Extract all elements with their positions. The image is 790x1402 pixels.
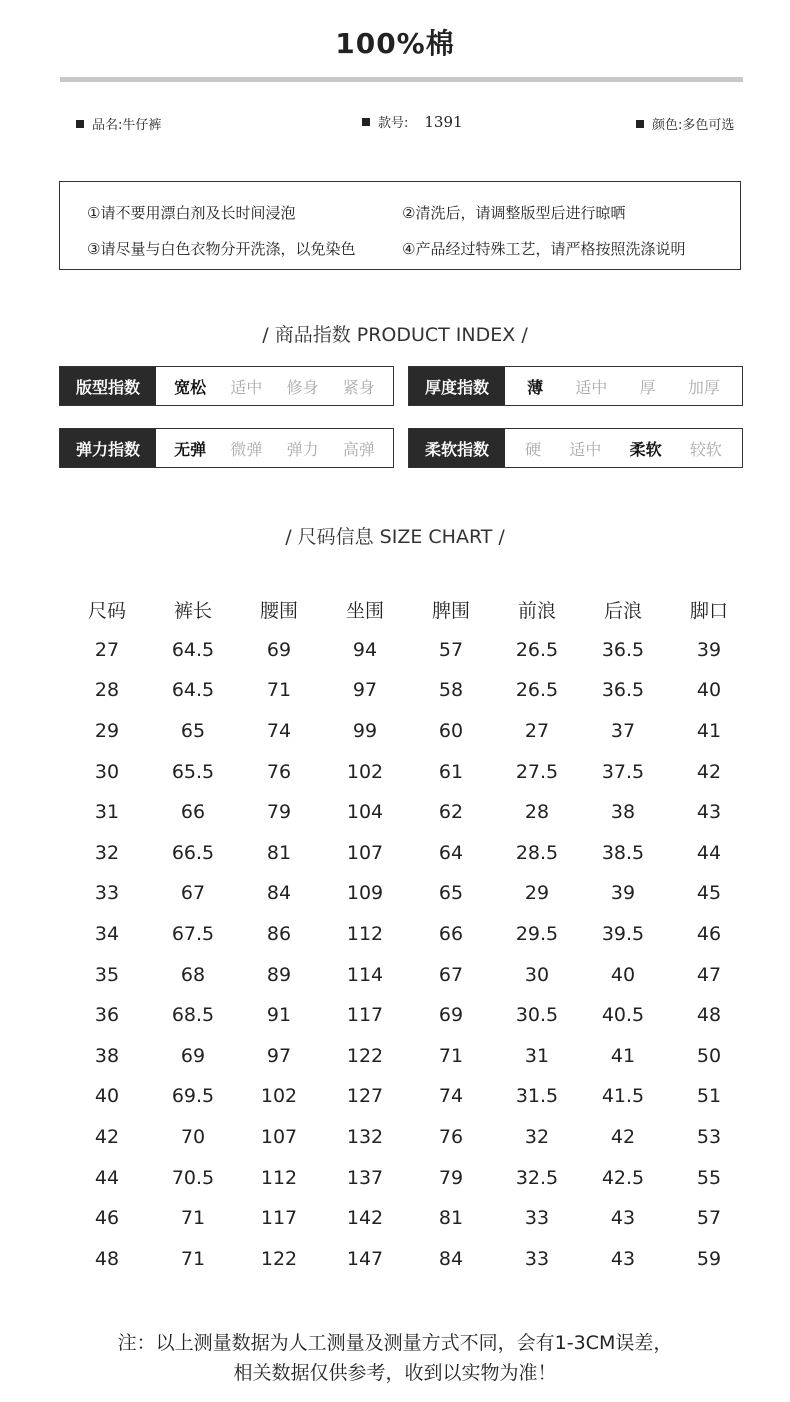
table-cell: 40 bbox=[696, 679, 722, 702]
table-cell: 79 bbox=[438, 1166, 464, 1189]
fit-index bbox=[59, 366, 394, 406]
index-option: 硬 bbox=[525, 439, 542, 459]
measurement-note-line-1: 注：以上测量数据为人工测量及测量方式不同，会有1-3CM误差， bbox=[117, 1332, 673, 1354]
index-option: 适中 bbox=[569, 439, 602, 459]
page-title: 100%棉 bbox=[335, 27, 455, 60]
bullet-square-icon bbox=[636, 120, 644, 128]
table-cell: 109 bbox=[346, 882, 384, 905]
table-cell: 31 bbox=[524, 1044, 550, 1067]
table-cell: 29 bbox=[524, 882, 550, 905]
index-option: 高弹 bbox=[342, 439, 375, 459]
table-cell: 84 bbox=[266, 882, 292, 905]
bullet-square-icon bbox=[76, 120, 84, 128]
table-cell: 48 bbox=[696, 1004, 722, 1027]
table-cell: 67 bbox=[438, 963, 464, 986]
table-cell: 71 bbox=[180, 1247, 206, 1270]
table-cell: 42 bbox=[610, 1126, 636, 1149]
table-cell: 104 bbox=[346, 801, 384, 824]
bullet-square-icon bbox=[362, 118, 370, 126]
table-cell: 71 bbox=[180, 1207, 206, 1230]
table-cell: 76 bbox=[266, 760, 292, 783]
table-cell: 44 bbox=[94, 1166, 120, 1189]
index-label: 版型指数 bbox=[60, 367, 156, 405]
table-row bbox=[64, 1239, 752, 1280]
index-option: 紧身 bbox=[342, 377, 375, 397]
table-cell: 114 bbox=[346, 963, 384, 986]
table-cell: 32 bbox=[524, 1126, 550, 1149]
table-cell: 39 bbox=[696, 638, 722, 661]
table-cell: 43 bbox=[696, 801, 722, 824]
index-option: 适中 bbox=[230, 377, 263, 397]
table-cell: 112 bbox=[260, 1166, 298, 1189]
table-cell: 81 bbox=[438, 1207, 464, 1230]
table-cell: 86 bbox=[266, 923, 292, 946]
table-cell: 74 bbox=[266, 720, 292, 743]
care-item-2: ②清洗后，请调整版型后进行晾晒 bbox=[402, 204, 626, 222]
table-row bbox=[64, 1198, 752, 1239]
table-cell: 76 bbox=[438, 1126, 464, 1149]
table-cell: 117 bbox=[346, 1004, 384, 1027]
table-cell: 38.5 bbox=[601, 841, 645, 864]
table-cell: 42.5 bbox=[601, 1166, 645, 1189]
table-cell: 30 bbox=[524, 963, 550, 986]
table-cell: 43 bbox=[610, 1207, 636, 1230]
table-cell: 59 bbox=[696, 1247, 722, 1270]
table-cell: 46 bbox=[696, 923, 722, 946]
table-cell: 33 bbox=[524, 1207, 550, 1230]
table-cell: 81 bbox=[266, 841, 292, 864]
table-cell: 137 bbox=[346, 1166, 384, 1189]
table-row bbox=[64, 1117, 752, 1158]
table-cell: 45 bbox=[696, 882, 722, 905]
table-cell: 61 bbox=[438, 760, 464, 783]
table-cell: 69.5 bbox=[171, 1085, 215, 1108]
care-item-1: ①请不要用漂白剂及长时间浸泡 bbox=[87, 204, 296, 222]
table-cell: 32.5 bbox=[515, 1166, 559, 1189]
table-cell: 40 bbox=[610, 963, 636, 986]
table-cell: 71 bbox=[438, 1044, 464, 1067]
table-cell: 26.5 bbox=[515, 638, 559, 661]
table-cell: 97 bbox=[266, 1044, 292, 1067]
size-chart-table bbox=[64, 589, 752, 1279]
product-name-label: 品名:牛仔裤 bbox=[92, 118, 162, 133]
table-row bbox=[64, 873, 752, 914]
table-cell: 28 bbox=[524, 801, 550, 824]
index-options bbox=[156, 367, 393, 405]
table-cell: 27 bbox=[524, 720, 550, 743]
table-cell: 94 bbox=[352, 638, 378, 661]
table-cell: 37 bbox=[610, 720, 636, 743]
table-row bbox=[64, 833, 752, 874]
style-number-label: 款号: bbox=[378, 116, 409, 131]
table-cell: 102 bbox=[260, 1085, 298, 1108]
table-row bbox=[64, 792, 752, 833]
table-cell: 127 bbox=[346, 1085, 384, 1108]
index-option: 适中 bbox=[575, 377, 608, 397]
table-cell: 39.5 bbox=[601, 923, 645, 946]
column-header: 腰围 bbox=[259, 599, 298, 622]
table-cell: 36.5 bbox=[601, 638, 645, 661]
table-cell: 142 bbox=[346, 1207, 384, 1230]
table-cell: 33 bbox=[524, 1247, 550, 1270]
elasticity-index bbox=[59, 428, 394, 468]
table-cell: 41 bbox=[610, 1044, 636, 1067]
table-cell: 70 bbox=[180, 1126, 206, 1149]
product-index-title: / 商品指数 PRODUCT INDEX / bbox=[262, 324, 528, 346]
table-cell: 84 bbox=[438, 1247, 464, 1270]
table-row bbox=[64, 914, 752, 955]
table-cell: 41 bbox=[696, 720, 722, 743]
table-row bbox=[64, 995, 752, 1036]
table-cell: 29.5 bbox=[515, 923, 559, 946]
table-cell: 46 bbox=[94, 1207, 120, 1230]
table-cell: 30.5 bbox=[515, 1004, 559, 1027]
table-cell: 57 bbox=[438, 638, 464, 661]
table-cell: 69 bbox=[266, 638, 292, 661]
table-row bbox=[64, 670, 752, 711]
table-cell: 68 bbox=[180, 963, 206, 986]
table-cell: 38 bbox=[610, 801, 636, 824]
table-cell: 147 bbox=[346, 1247, 384, 1270]
measurement-note-line-2: 相关数据仅供参考，收到以实物为准！ bbox=[233, 1362, 557, 1384]
table-cell: 28 bbox=[94, 679, 120, 702]
style-number bbox=[362, 112, 463, 131]
table-cell: 26.5 bbox=[515, 679, 559, 702]
table-row bbox=[64, 751, 752, 792]
table-cell: 27 bbox=[94, 638, 120, 661]
table-cell: 31 bbox=[94, 801, 120, 824]
table-cell: 60 bbox=[438, 720, 464, 743]
table-cell: 79 bbox=[266, 801, 292, 824]
index-option-selected: 柔软 bbox=[629, 439, 662, 459]
column-header: 裤长 bbox=[173, 599, 212, 622]
table-cell: 89 bbox=[266, 963, 292, 986]
table-cell: 32 bbox=[94, 841, 120, 864]
column-header: 坐围 bbox=[345, 599, 384, 622]
index-option-selected: 宽松 bbox=[174, 377, 207, 397]
table-cell: 112 bbox=[346, 923, 384, 946]
table-cell: 47 bbox=[696, 963, 722, 986]
table-cell: 36 bbox=[94, 1004, 120, 1027]
index-options bbox=[156, 429, 393, 467]
table-cell: 74 bbox=[438, 1085, 464, 1108]
table-cell: 37.5 bbox=[601, 760, 645, 783]
table-cell: 65 bbox=[180, 720, 206, 743]
table-cell: 117 bbox=[260, 1207, 298, 1230]
table-cell: 44 bbox=[696, 841, 722, 864]
table-cell: 99 bbox=[352, 720, 378, 743]
table-cell: 71 bbox=[266, 679, 292, 702]
table-cell: 65 bbox=[438, 882, 464, 905]
table-row bbox=[64, 954, 752, 995]
table-cell: 66 bbox=[438, 923, 464, 946]
index-label: 厚度指数 bbox=[409, 367, 505, 405]
table-cell: 35 bbox=[94, 963, 120, 986]
column-header: 脚口 bbox=[689, 599, 728, 622]
index-option: 较软 bbox=[689, 439, 722, 459]
thickness-index bbox=[408, 366, 743, 406]
table-cell: 55 bbox=[696, 1166, 722, 1189]
table-cell: 27.5 bbox=[515, 760, 559, 783]
table-cell: 69 bbox=[438, 1004, 464, 1027]
table-cell: 65.5 bbox=[171, 760, 215, 783]
table-cell: 53 bbox=[696, 1126, 722, 1149]
index-label: 柔软指数 bbox=[409, 429, 505, 467]
table-cell: 67 bbox=[180, 882, 206, 905]
table-cell: 48 bbox=[94, 1247, 120, 1270]
table-cell: 42 bbox=[94, 1126, 120, 1149]
care-item-3: ③请尽量与白色衣物分开洗涤，以免染色 bbox=[87, 240, 356, 258]
index-options bbox=[505, 429, 742, 467]
table-cell: 40 bbox=[94, 1085, 120, 1108]
table-cell: 40.5 bbox=[601, 1004, 645, 1027]
table-cell: 69 bbox=[180, 1044, 206, 1067]
table-row bbox=[64, 711, 752, 752]
table-cell: 28.5 bbox=[515, 841, 559, 864]
table-cell: 64 bbox=[438, 841, 464, 864]
product-name bbox=[76, 114, 161, 133]
table-cell: 39 bbox=[610, 882, 636, 905]
column-header: 后浪 bbox=[603, 599, 642, 622]
table-cell: 33 bbox=[94, 882, 120, 905]
table-cell: 122 bbox=[260, 1247, 298, 1270]
table-cell: 67.5 bbox=[171, 923, 215, 946]
table-cell: 43 bbox=[610, 1247, 636, 1270]
table-row bbox=[64, 1157, 752, 1198]
size-chart-header-row bbox=[64, 589, 752, 630]
table-cell: 66.5 bbox=[171, 841, 215, 864]
column-header: 尺码 bbox=[87, 599, 126, 622]
table-cell: 97 bbox=[352, 679, 378, 702]
index-label: 弹力指数 bbox=[60, 429, 156, 467]
table-cell: 29 bbox=[94, 720, 120, 743]
index-options bbox=[505, 367, 742, 405]
table-cell: 68.5 bbox=[171, 1004, 215, 1027]
table-cell: 31.5 bbox=[515, 1085, 559, 1108]
column-header: 前浪 bbox=[517, 599, 556, 622]
index-option-selected: 薄 bbox=[527, 377, 544, 397]
table-cell: 70.5 bbox=[171, 1166, 215, 1189]
title-divider bbox=[60, 77, 743, 82]
table-cell: 122 bbox=[346, 1044, 384, 1067]
table-cell: 102 bbox=[346, 760, 384, 783]
column-header: 脾围 bbox=[431, 599, 470, 622]
table-row bbox=[64, 1036, 752, 1077]
table-cell: 58 bbox=[438, 679, 464, 702]
table-cell: 50 bbox=[696, 1044, 722, 1067]
table-cell: 51 bbox=[696, 1085, 722, 1108]
table-cell: 41.5 bbox=[601, 1085, 645, 1108]
index-option: 加厚 bbox=[687, 377, 720, 397]
color-info bbox=[636, 114, 734, 133]
softness-index bbox=[408, 428, 743, 468]
table-cell: 64.5 bbox=[171, 679, 215, 702]
table-cell: 34 bbox=[94, 923, 120, 946]
table-cell: 57 bbox=[696, 1207, 722, 1230]
index-option: 微弹 bbox=[230, 439, 263, 459]
index-option: 弹力 bbox=[286, 439, 319, 459]
size-chart-title: / 尺码信息 SIZE CHART / bbox=[285, 526, 505, 548]
index-option: 修身 bbox=[286, 377, 319, 397]
table-cell: 132 bbox=[346, 1126, 384, 1149]
style-number-value: 1391 bbox=[424, 112, 463, 131]
table-cell: 36.5 bbox=[601, 679, 645, 702]
table-row bbox=[64, 1076, 752, 1117]
table-cell: 64.5 bbox=[171, 638, 215, 661]
table-cell: 66 bbox=[180, 801, 206, 824]
index-option-selected: 无弹 bbox=[174, 439, 207, 459]
table-cell: 42 bbox=[696, 760, 722, 783]
table-cell: 107 bbox=[260, 1126, 298, 1149]
table-cell: 30 bbox=[94, 760, 120, 783]
color-label: 颜色:多色可选 bbox=[652, 118, 735, 133]
index-option: 厚 bbox=[639, 377, 656, 397]
table-cell: 91 bbox=[266, 1004, 292, 1027]
table-cell: 107 bbox=[346, 841, 384, 864]
table-cell: 62 bbox=[438, 801, 464, 824]
table-cell: 38 bbox=[94, 1044, 120, 1067]
table-row bbox=[64, 630, 752, 671]
care-item-4: ④产品经过特殊工艺，请严格按照洗涤说明 bbox=[402, 240, 686, 258]
